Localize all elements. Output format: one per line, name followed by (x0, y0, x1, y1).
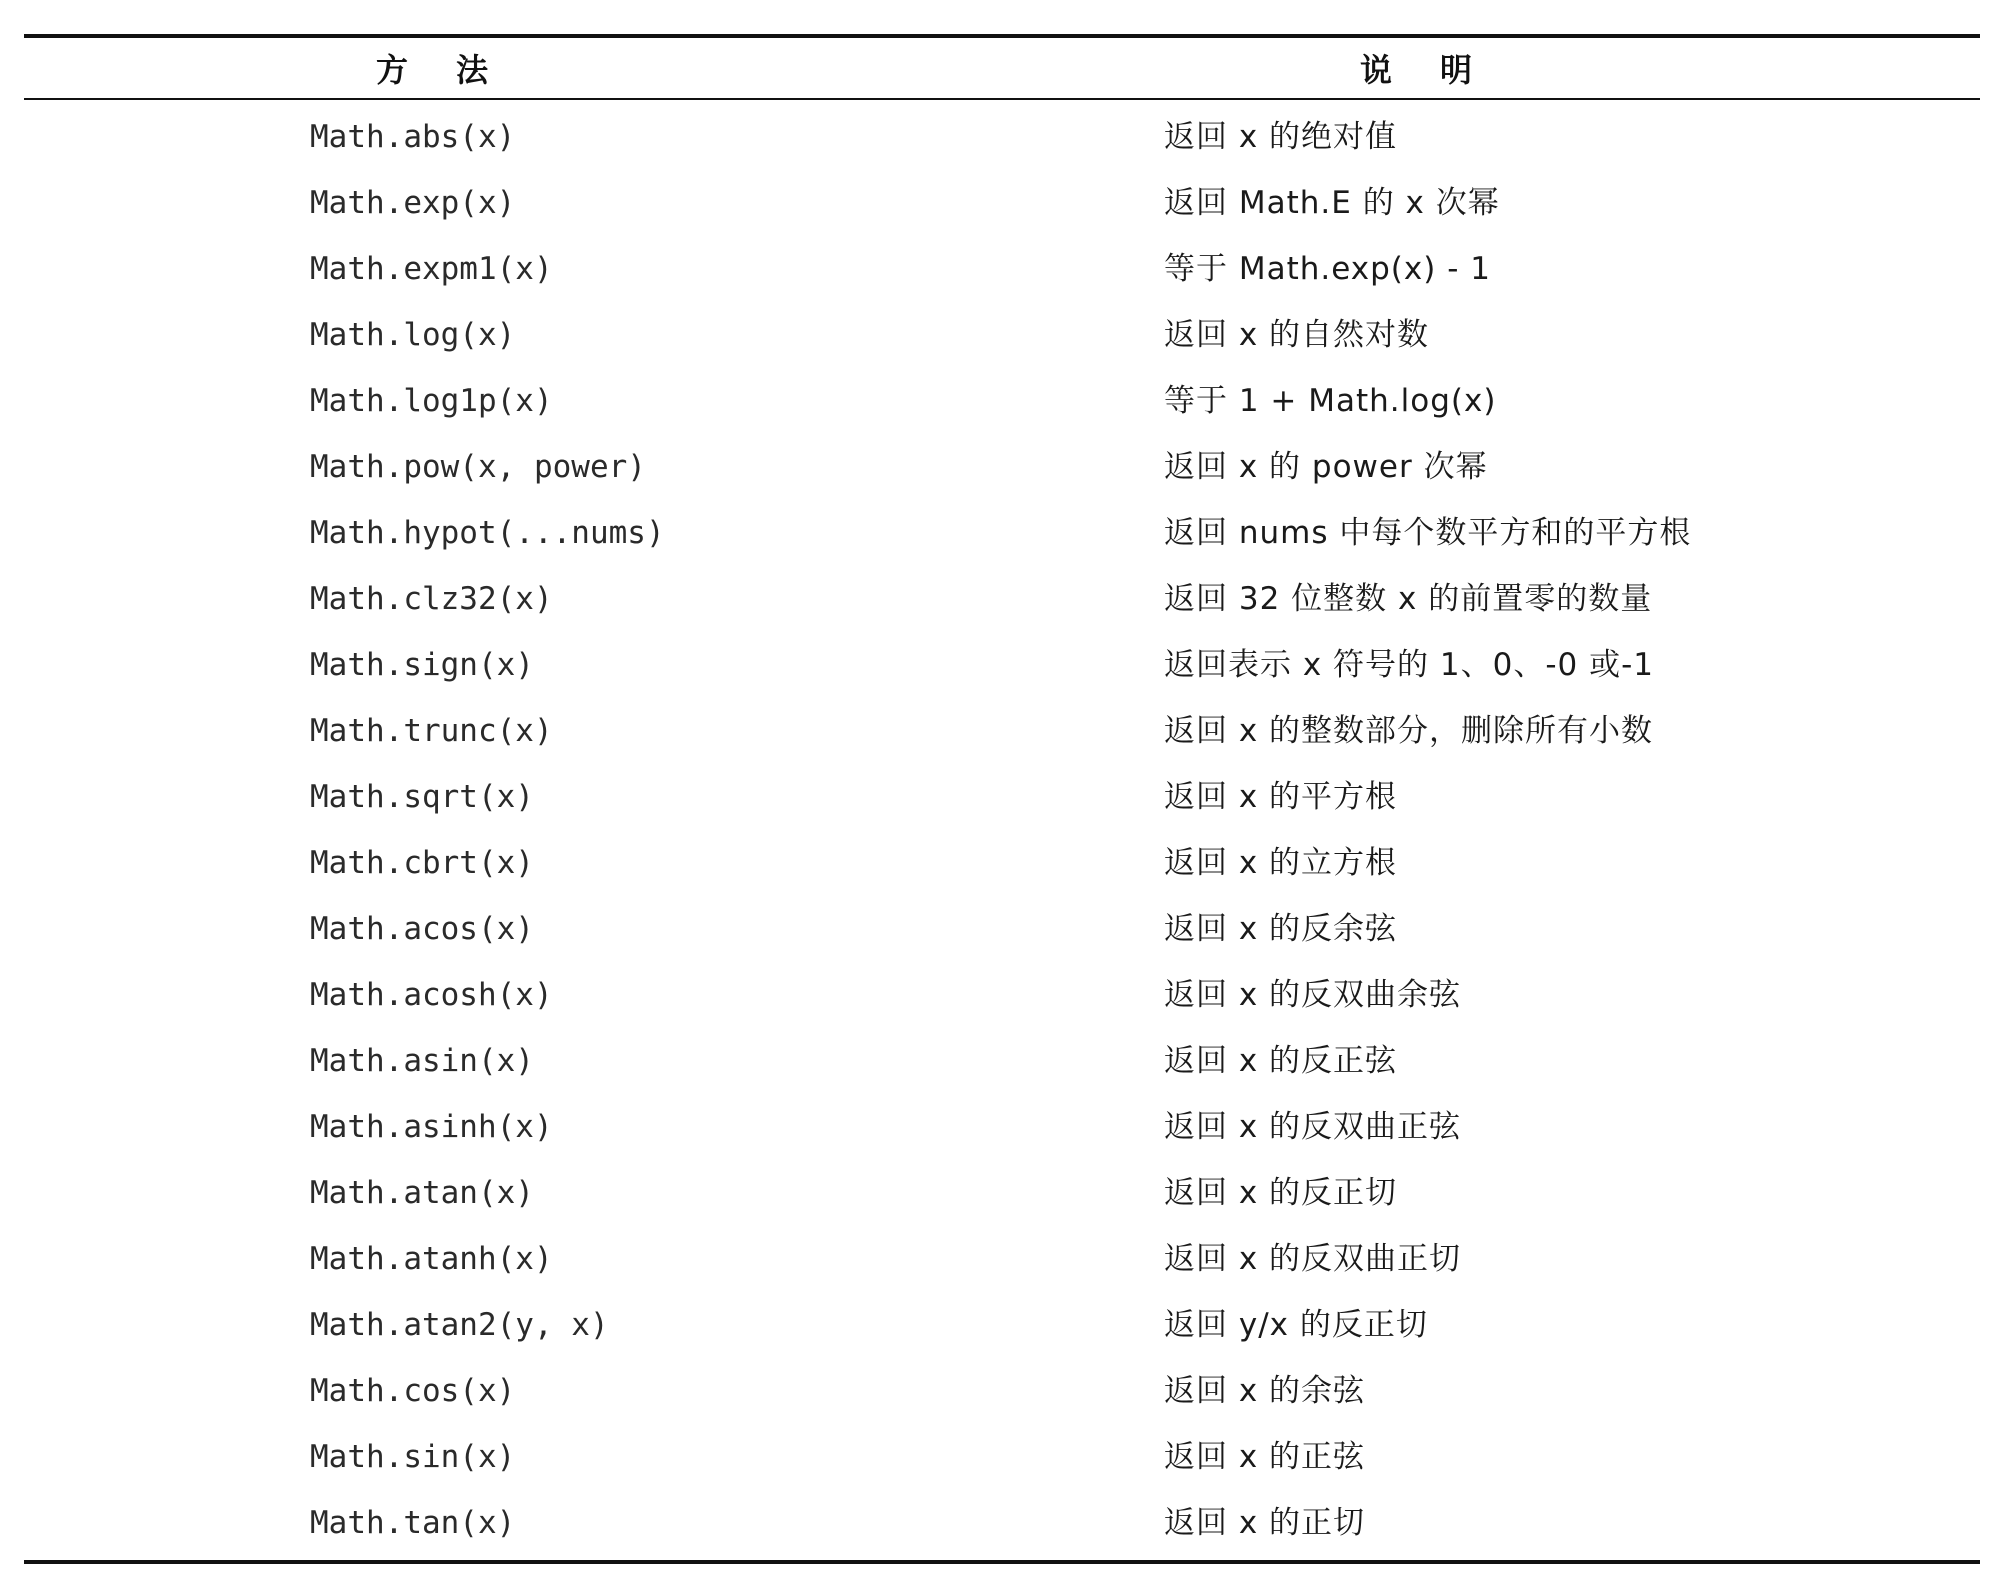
table-row (24, 1490, 1980, 1556)
method-cell: Math.acos(x) (310, 911, 534, 947)
table-row (24, 1226, 1980, 1292)
description-cell: 等于 Math.exp(x) - 1 (1164, 251, 1491, 287)
description-cell: 返回 x 的反双曲余弦 (1164, 977, 1462, 1013)
table-row (24, 104, 1980, 170)
description-cell: 返回 x 的自然对数 (1164, 317, 1430, 353)
method-cell: Math.trunc(x) (310, 713, 553, 749)
description-cell: 返回 32 位整数 x 的前置零的数量 (1164, 581, 1653, 617)
table-row (24, 566, 1980, 632)
table-row (24, 1424, 1980, 1490)
method-cell: Math.tan(x) (310, 1505, 516, 1541)
math-methods-table (24, 34, 1980, 1564)
description-cell: 返回 nums 中每个数平方和的平方根 (1164, 515, 1692, 551)
description-cell: 返回 x 的 power 次幂 (1164, 449, 1488, 485)
header-method: 方法 (376, 51, 537, 89)
method-cell: Math.log(x) (310, 317, 516, 353)
method-cell: Math.sqrt(x) (310, 779, 534, 815)
method-cell: Math.hypot(...nums) (310, 515, 665, 551)
table-header-row (24, 38, 1980, 98)
table-row (24, 962, 1980, 1028)
method-cell: Math.abs(x) (310, 119, 516, 155)
description-cell: 返回 x 的反正切 (1164, 1175, 1398, 1211)
table-row (24, 500, 1980, 566)
method-cell: Math.acosh(x) (310, 977, 553, 1013)
method-cell: Math.asin(x) (310, 1043, 534, 1079)
table-row (24, 698, 1980, 764)
description-cell: 返回 x 的反双曲正切 (1164, 1241, 1462, 1277)
table-bottom-rule (24, 1560, 1980, 1564)
table-body (24, 100, 1980, 1560)
description-cell: 返回 x 的立方根 (1164, 845, 1398, 881)
method-cell: Math.log1p(x) (310, 383, 553, 419)
description-cell: 返回 x 的反双曲正弦 (1164, 1109, 1462, 1145)
description-cell: 返回 x 的整数部分，删除所有小数 (1164, 713, 1654, 749)
table-row (24, 1358, 1980, 1424)
table-row (24, 764, 1980, 830)
header-description: 说明 (1360, 51, 1521, 89)
method-cell: Math.sign(x) (310, 647, 534, 683)
method-cell: Math.expm1(x) (310, 251, 553, 287)
description-cell: 等于 1 + Math.log(x) (1164, 383, 1497, 419)
table-row (24, 1094, 1980, 1160)
method-cell: Math.exp(x) (310, 185, 516, 221)
table-row (24, 434, 1980, 500)
table-row (24, 236, 1980, 302)
description-cell: 返回 x 的绝对值 (1164, 119, 1398, 155)
table-row (24, 830, 1980, 896)
description-cell: 返回 x 的反余弦 (1164, 911, 1398, 947)
method-cell: Math.asinh(x) (310, 1109, 553, 1145)
description-cell: 返回 y/x 的反正切 (1164, 1307, 1428, 1343)
table-row (24, 896, 1980, 962)
method-cell: Math.atanh(x) (310, 1241, 553, 1277)
description-cell: 返回表示 x 符号的 1、0、-0 或-1 (1164, 647, 1655, 683)
method-cell: Math.cbrt(x) (310, 845, 534, 881)
description-cell: 返回 Math.E 的 x 次幂 (1164, 185, 1500, 221)
description-cell: 返回 x 的平方根 (1164, 779, 1398, 815)
table-row (24, 302, 1980, 368)
table-row (24, 1292, 1980, 1358)
method-cell: Math.cos(x) (310, 1373, 516, 1409)
table-row (24, 1028, 1980, 1094)
table-row (24, 1160, 1980, 1226)
description-cell: 返回 x 的正切 (1164, 1505, 1366, 1541)
description-cell: 返回 x 的正弦 (1164, 1439, 1366, 1475)
method-cell: Math.pow(x, power) (310, 449, 646, 485)
method-cell: Math.atan(x) (310, 1175, 534, 1211)
method-cell: Math.atan2(y, x) (310, 1307, 609, 1343)
description-cell: 返回 x 的余弦 (1164, 1373, 1366, 1409)
table-row (24, 632, 1980, 698)
table-row (24, 368, 1980, 434)
method-cell: Math.sin(x) (310, 1439, 516, 1475)
method-cell: Math.clz32(x) (310, 581, 553, 617)
description-cell: 返回 x 的反正弦 (1164, 1043, 1398, 1079)
table-row (24, 170, 1980, 236)
